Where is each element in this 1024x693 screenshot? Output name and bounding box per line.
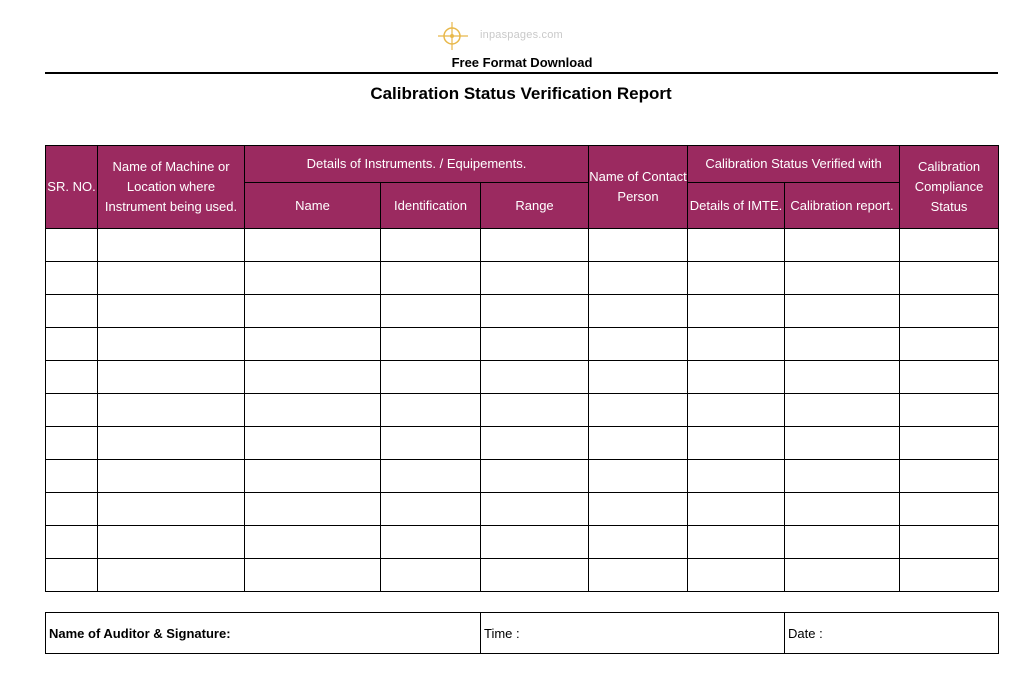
table-cell[interactable] [98, 559, 245, 592]
table-cell[interactable] [46, 295, 98, 328]
header-compliance-status: Calibration Compliance Status [900, 146, 999, 229]
header-contact-person: Name of Contact Person [589, 146, 688, 229]
calibration-table [45, 145, 999, 592]
table-cell[interactable] [381, 460, 481, 493]
table-row [46, 460, 999, 493]
table-cell[interactable] [785, 427, 900, 460]
table-cell[interactable] [688, 361, 785, 394]
table-cell[interactable] [98, 361, 245, 394]
table-cell[interactable] [589, 427, 688, 460]
table-cell[interactable] [245, 361, 381, 394]
table-cell[interactable] [785, 493, 900, 526]
table-cell[interactable] [785, 526, 900, 559]
table-cell[interactable] [46, 427, 98, 460]
header-instrument-identification: Identification [381, 183, 481, 229]
header-instrument-range: Range [481, 183, 589, 229]
table-cell[interactable] [785, 328, 900, 361]
table-row [46, 328, 999, 361]
table-row [46, 526, 999, 559]
table-cell[interactable] [900, 361, 999, 394]
table-body [46, 229, 999, 592]
table-row [46, 262, 999, 295]
table-cell[interactable] [98, 526, 245, 559]
date-field[interactable]: Date : [785, 613, 999, 654]
table-cell[interactable] [900, 295, 999, 328]
table-cell[interactable] [900, 394, 999, 427]
table-cell[interactable] [46, 328, 98, 361]
auditor-footer [45, 612, 999, 654]
table-cell[interactable] [381, 394, 481, 427]
table-cell[interactable] [785, 262, 900, 295]
table-row [46, 295, 999, 328]
table-cell[interactable] [688, 559, 785, 592]
table-row [46, 394, 999, 427]
table-cell[interactable] [688, 394, 785, 427]
site-logo [438, 22, 598, 50]
table-cell[interactable] [98, 460, 245, 493]
table-cell[interactable] [98, 262, 245, 295]
page-title: Calibration Status Verification Report [370, 84, 672, 103]
header-instrument-name: Name [245, 183, 381, 229]
table-cell[interactable] [245, 559, 381, 592]
table-cell[interactable] [98, 229, 245, 262]
table-cell[interactable] [589, 328, 688, 361]
table-cell[interactable] [46, 460, 98, 493]
table-row [46, 559, 999, 592]
table-cell[interactable] [46, 493, 98, 526]
table-cell[interactable] [589, 295, 688, 328]
table-cell[interactable] [245, 328, 381, 361]
table-cell[interactable] [381, 295, 481, 328]
table-cell[interactable] [785, 229, 900, 262]
table-cell[interactable] [589, 262, 688, 295]
header-divider [45, 72, 998, 74]
table-cell[interactable] [688, 526, 785, 559]
table-cell[interactable] [46, 526, 98, 559]
table-cell[interactable] [381, 427, 481, 460]
auditor-signature-field[interactable]: Name of Auditor & Signature: [46, 613, 481, 654]
table-row [46, 427, 999, 460]
table-cell[interactable] [481, 295, 589, 328]
table-cell[interactable] [900, 229, 999, 262]
table-cell[interactable] [46, 559, 98, 592]
table-cell[interactable] [900, 559, 999, 592]
table-cell[interactable] [481, 427, 589, 460]
table-cell[interactable] [245, 427, 381, 460]
table-cell[interactable] [900, 493, 999, 526]
table-cell[interactable] [46, 361, 98, 394]
table-cell[interactable] [245, 526, 381, 559]
table-cell[interactable] [245, 229, 381, 262]
table-cell[interactable] [98, 394, 245, 427]
table-cell[interactable] [245, 295, 381, 328]
header-calibration-report: Calibration report. [785, 183, 900, 229]
table-cell[interactable] [785, 559, 900, 592]
table-cell[interactable] [46, 229, 98, 262]
table-cell[interactable] [381, 361, 481, 394]
table-cell[interactable] [46, 262, 98, 295]
table-cell[interactable] [688, 295, 785, 328]
table-cell[interactable] [98, 328, 245, 361]
table-cell[interactable] [381, 229, 481, 262]
table-cell[interactable] [589, 361, 688, 394]
free-format-label: Free Format Download [451, 55, 593, 70]
table-cell[interactable] [785, 394, 900, 427]
table-cell[interactable] [589, 493, 688, 526]
table-cell[interactable] [381, 328, 481, 361]
table-cell[interactable] [785, 460, 900, 493]
table-cell[interactable] [481, 229, 589, 262]
table-cell[interactable] [245, 460, 381, 493]
table-cell[interactable] [688, 328, 785, 361]
table-cell[interactable] [46, 394, 98, 427]
table-cell[interactable] [98, 295, 245, 328]
table-cell[interactable] [688, 460, 785, 493]
header-sr-no: SR. NO. [46, 146, 98, 229]
table-cell[interactable] [98, 493, 245, 526]
table-row [46, 361, 999, 394]
table-cell[interactable] [481, 262, 589, 295]
table-cell[interactable] [98, 427, 245, 460]
table-cell[interactable] [481, 328, 589, 361]
table-row [46, 229, 999, 262]
table-cell[interactable] [589, 394, 688, 427]
table-cell[interactable] [481, 394, 589, 427]
header-instrument-details: Details of Instruments. / Equipements. [245, 146, 589, 183]
table-cell[interactable] [688, 229, 785, 262]
table-cell[interactable] [589, 460, 688, 493]
table-cell[interactable] [785, 295, 900, 328]
crosshair-logo-icon [438, 22, 474, 50]
time-field[interactable]: Time : [481, 613, 785, 654]
table-cell[interactable] [245, 394, 381, 427]
table-cell[interactable] [688, 493, 785, 526]
table-cell[interactable] [481, 493, 589, 526]
table-cell[interactable] [589, 229, 688, 262]
table-cell[interactable] [481, 361, 589, 394]
table-cell[interactable] [900, 262, 999, 295]
table-cell[interactable] [481, 559, 589, 592]
table-cell[interactable] [688, 262, 785, 295]
table-cell[interactable] [381, 493, 481, 526]
table-cell[interactable] [785, 361, 900, 394]
header-imte-details: Details of IMTE. [688, 183, 785, 229]
table-cell[interactable] [900, 328, 999, 361]
table-cell[interactable] [381, 526, 481, 559]
table-cell[interactable] [589, 559, 688, 592]
header-verified-with: Calibration Status Verified with [688, 146, 900, 183]
table-cell[interactable] [900, 427, 999, 460]
header-machine-location: Name of Machine or Location where Instrument being used. [98, 146, 245, 229]
table-row [46, 493, 999, 526]
table-cell[interactable] [381, 262, 481, 295]
table-cell[interactable] [481, 460, 589, 493]
table-cell[interactable] [381, 559, 481, 592]
table-cell[interactable] [589, 526, 688, 559]
table-cell[interactable] [481, 526, 589, 559]
table-cell[interactable] [900, 526, 999, 559]
logo-text: inpaspages.com [480, 29, 563, 41]
table-cell[interactable] [245, 493, 381, 526]
table-cell[interactable] [688, 427, 785, 460]
table-cell[interactable] [245, 262, 381, 295]
table-cell[interactable] [900, 460, 999, 493]
